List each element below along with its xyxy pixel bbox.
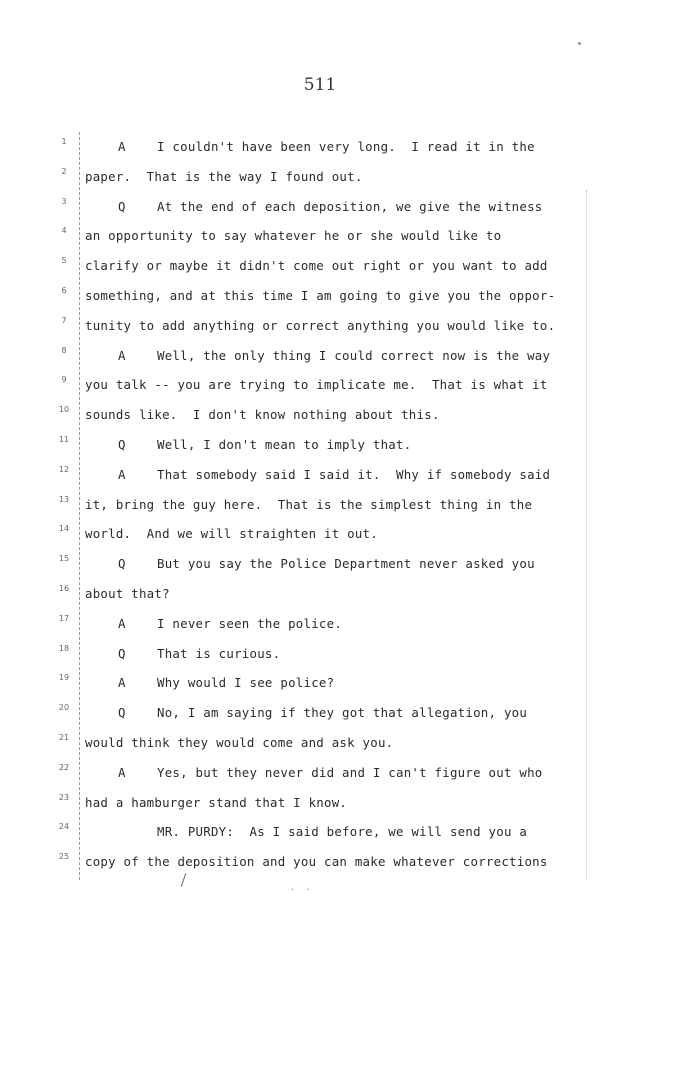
line-number: 4	[61, 226, 67, 236]
line-number: 21	[58, 733, 70, 742]
line-text: would think they would come and ask you.	[85, 735, 394, 750]
line-number: 17	[58, 613, 70, 623]
transcript-line	[0, 405, 640, 425]
line-number: 2	[61, 166, 67, 176]
line-text: That is curious.	[157, 645, 281, 661]
transcript-line	[0, 733, 640, 753]
transcript-line	[0, 316, 640, 336]
line-text: about that?	[85, 586, 170, 601]
line-text: world. And we will straighten it out.	[85, 526, 378, 542]
line-text: sounds like. I don't know nothing about this.	[85, 407, 440, 423]
transcript-line	[0, 673, 640, 693]
line-text: tunity to add anything or correct anything you would like to.	[85, 317, 556, 333]
line-number: 23	[58, 792, 70, 802]
transcript-line	[0, 256, 640, 276]
transcript-line	[0, 703, 640, 723]
line-number: 20	[58, 703, 70, 713]
stray-dots: . .	[290, 883, 314, 892]
line-number: 6	[61, 286, 67, 295]
line-number: 13	[58, 494, 70, 504]
line-text: it, bring the guy here. That is the simplest thing in the	[85, 496, 533, 512]
line-number: 19	[58, 673, 70, 683]
line-number: 24	[58, 822, 70, 832]
line-text: clarify or maybe it didn't come out right or you want to add	[85, 258, 548, 274]
line-text: Yes, but they never did and I can't figure out who	[157, 764, 543, 780]
line-text: copy of the deposition and you can make whatever corrections	[85, 854, 548, 870]
transcript-line	[0, 763, 640, 783]
speaker-label: Q	[118, 198, 126, 214]
transcript-line	[0, 584, 640, 604]
line-number: 3	[61, 196, 67, 206]
line-number: 9	[61, 375, 67, 385]
transcript-line	[0, 554, 640, 574]
transcript-line	[0, 226, 640, 246]
line-text: Why would I see police?	[157, 675, 335, 691]
speaker-label: Q	[118, 437, 126, 452]
line-number: 12	[58, 464, 70, 474]
line-text: No, I am saying if they got that allegation, you	[157, 705, 528, 721]
line-text: an opportunity to say whatever he or she would like to	[85, 228, 502, 244]
line-number: 18	[58, 643, 70, 653]
speaker-label: Q	[118, 705, 126, 721]
line-text: That somebody said I said it. Why if somebody said	[157, 466, 551, 482]
speaker-label: A	[118, 615, 126, 631]
speaker-label: A	[118, 764, 126, 780]
line-text: Well, the only thing I could correct now is the way	[157, 347, 551, 363]
line-number: 14	[58, 524, 70, 534]
line-number: 7	[61, 315, 67, 325]
line-text: something, and at this time I am going to give you the oppor-	[85, 288, 556, 303]
transcript-line	[0, 465, 640, 485]
transcript-line	[0, 793, 640, 813]
transcript-line	[0, 167, 640, 187]
transcript-line	[0, 822, 640, 842]
stray-pen-mark	[181, 873, 186, 887]
line-number: 15	[58, 554, 70, 564]
transcript-line	[0, 197, 640, 217]
transcript-line	[0, 286, 640, 306]
speaker-label: Q	[118, 645, 126, 661]
speaker-label: A	[118, 347, 126, 363]
line-number: 8	[61, 345, 67, 355]
transcript-line	[0, 852, 640, 872]
line-text: I couldn't have been very long. I read it in the	[157, 139, 535, 154]
line-number: 16	[58, 584, 70, 593]
colloquy-text: MR. PURDY: As I said before, we will send you a	[157, 824, 528, 840]
line-text: had a hamburger stand that I know.	[85, 794, 348, 810]
speaker-label: Q	[118, 556, 126, 572]
line-number: 1	[61, 137, 67, 146]
transcript-line	[0, 435, 640, 455]
line-text: I never seen the police.	[157, 615, 343, 631]
line-number: 10	[58, 405, 70, 415]
transcript-line	[0, 524, 640, 544]
line-text: paper. That is the way I found out.	[85, 168, 363, 184]
line-text: Well, I don't mean to imply that.	[157, 437, 412, 452]
transcript-line	[0, 346, 640, 366]
line-text: But you say the Police Department never asked you	[157, 556, 535, 572]
line-number: 11	[58, 435, 70, 444]
line-number: 25	[58, 852, 70, 862]
speaker-label: A	[118, 466, 126, 482]
line-number: 5	[61, 256, 67, 266]
speaker-label: A	[118, 675, 126, 691]
transcript-line	[0, 137, 640, 157]
transcript-line	[0, 375, 640, 395]
line-text: you talk -- you are trying to implicate me. That is what it	[85, 377, 548, 393]
page-number: 511	[303, 75, 337, 95]
transcript-line	[0, 614, 640, 634]
transcript-line	[0, 495, 640, 515]
transcript-line	[0, 644, 640, 664]
line-text: At the end of each deposition, we give the witness	[157, 198, 543, 214]
speaker-label: A	[118, 139, 126, 154]
scan-speck	[578, 42, 581, 45]
line-number: 22	[58, 762, 70, 772]
